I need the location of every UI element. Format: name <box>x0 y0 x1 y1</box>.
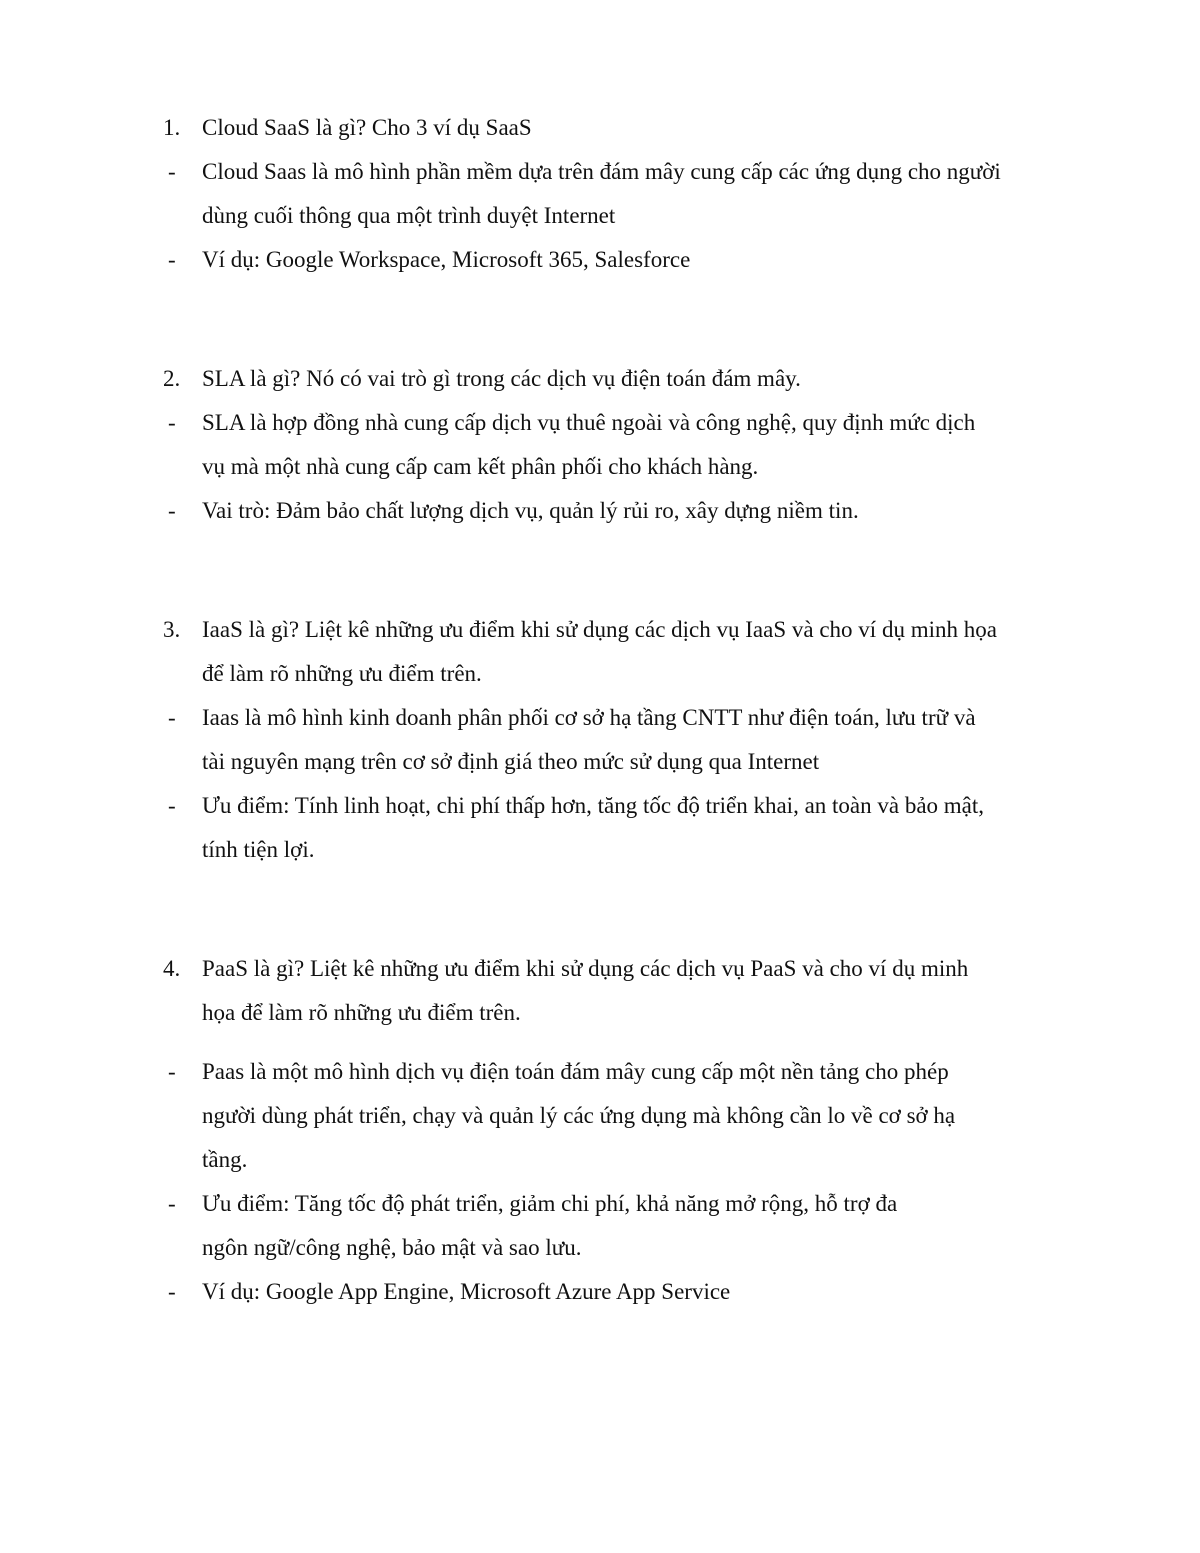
section-2 <box>0 357 1200 533</box>
question-text: PaaS là gì? Liệt kê những ưu điểm khi sử dụng các dịch vụ PaaS và cho ví dụ minh <box>202 956 969 981</box>
list-number: 1. <box>163 115 181 140</box>
section-4 <box>0 947 1200 1314</box>
bullet-text: vụ mà một nhà cung cấp cam kết phân phối cho khách hàng. <box>202 454 759 479</box>
section-1 <box>0 106 1200 282</box>
bullet-dash: - <box>168 1191 176 1216</box>
question-4 <box>0 947 1200 991</box>
bullet-continuation <box>0 1094 1200 1138</box>
bullet-text: Ưu điểm: Tăng tốc độ phát triển, giảm chi phí, khả năng mở rộng, hỗ trợ đa <box>202 1191 898 1216</box>
bullet-text: người dùng phát triển, chạy và quản lý các ứng dụng mà không cần lo về cơ sở hạ <box>202 1103 956 1128</box>
question-continuation <box>0 652 1200 696</box>
bullet-text: Ví dụ: Google App Engine, Microsoft Azure App Service <box>202 1279 731 1304</box>
bullet-text: Paas là một mô hình dịch vụ điện toán đám mây cung cấp một nền tảng cho phép <box>202 1059 949 1084</box>
bullet-item <box>0 489 1200 533</box>
bullet-item <box>0 401 1200 445</box>
question-1 <box>0 106 1200 150</box>
bullet-text: Vai trò: Đảm bảo chất lượng dịch vụ, quản lý rủi ro, xây dựng niềm tin. <box>202 498 859 523</box>
bullet-dash: - <box>168 247 176 272</box>
bullet-dash: - <box>168 793 176 818</box>
list-number: 2. <box>163 366 181 391</box>
section-3 <box>0 608 1200 872</box>
question-text: SLA là gì? Nó có vai trò gì trong các dịch vụ điện toán đám mây. <box>202 366 801 391</box>
bullet-dash: - <box>168 498 176 523</box>
bullet-text: Cloud Saas là mô hình phần mềm dựa trên đám mây cung cấp các ứng dụng cho người <box>202 159 1001 184</box>
bullet-continuation <box>0 445 1200 489</box>
question-text: Cloud SaaS là gì? Cho 3 ví dụ SaaS <box>202 115 532 140</box>
question-3 <box>0 608 1200 652</box>
bullet-continuation <box>0 194 1200 238</box>
bullet-dash: - <box>168 1279 176 1304</box>
bullet-item <box>0 784 1200 828</box>
bullet-text: Ưu điểm: Tính linh hoạt, chi phí thấp hơn, tăng tốc độ triển khai, an toàn và bảo mật, <box>202 793 985 818</box>
bullet-text: tính tiện lợi. <box>202 837 315 862</box>
bullet-text: ngôn ngữ/công nghệ, bảo mật và sao lưu. <box>202 1235 582 1260</box>
bullet-text: tầng. <box>202 1147 248 1172</box>
bullet-item <box>0 1270 1200 1314</box>
question-text: IaaS là gì? Liệt kê những ưu điểm khi sử dụng các dịch vụ IaaS và cho ví dụ minh họa <box>202 617 997 642</box>
bullet-item <box>0 1182 1200 1226</box>
question-continuation <box>0 991 1200 1035</box>
bullet-continuation <box>0 740 1200 784</box>
bullet-dash: - <box>168 159 176 184</box>
bullet-dash: - <box>168 410 176 435</box>
bullet-text: tài nguyên mạng trên cơ sở định giá theo mức sử dụng qua Internet <box>202 749 820 774</box>
list-number: 3. <box>163 617 181 642</box>
question-2 <box>0 357 1200 401</box>
bullet-item <box>0 696 1200 740</box>
bullet-item <box>0 150 1200 194</box>
bullet-dash: - <box>168 705 176 730</box>
bullet-continuation <box>0 1226 1200 1270</box>
bullet-text: Iaas là mô hình kinh doanh phân phối cơ sở hạ tầng CNTT như điện toán, lưu trữ và <box>202 705 976 730</box>
bullet-continuation <box>0 828 1200 872</box>
spacer <box>0 1035 1200 1050</box>
bullet-text: dùng cuối thông qua một trình duyệt Internet <box>202 203 616 228</box>
question-text: họa để làm rõ những ưu điểm trên. <box>202 1000 521 1025</box>
bullet-dash: - <box>168 1059 176 1084</box>
bullet-item <box>0 238 1200 282</box>
bullet-text: SLA là hợp đồng nhà cung cấp dịch vụ thuê ngoài và công nghệ, quy định mức dịch <box>202 410 976 435</box>
list-number: 4. <box>163 956 181 981</box>
bullet-text: Ví dụ: Google Workspace, Microsoft 365, Salesforce <box>202 247 691 272</box>
bullet-item <box>0 1050 1200 1094</box>
question-text: để làm rõ những ưu điểm trên. <box>202 661 482 686</box>
bullet-continuation <box>0 1138 1200 1182</box>
